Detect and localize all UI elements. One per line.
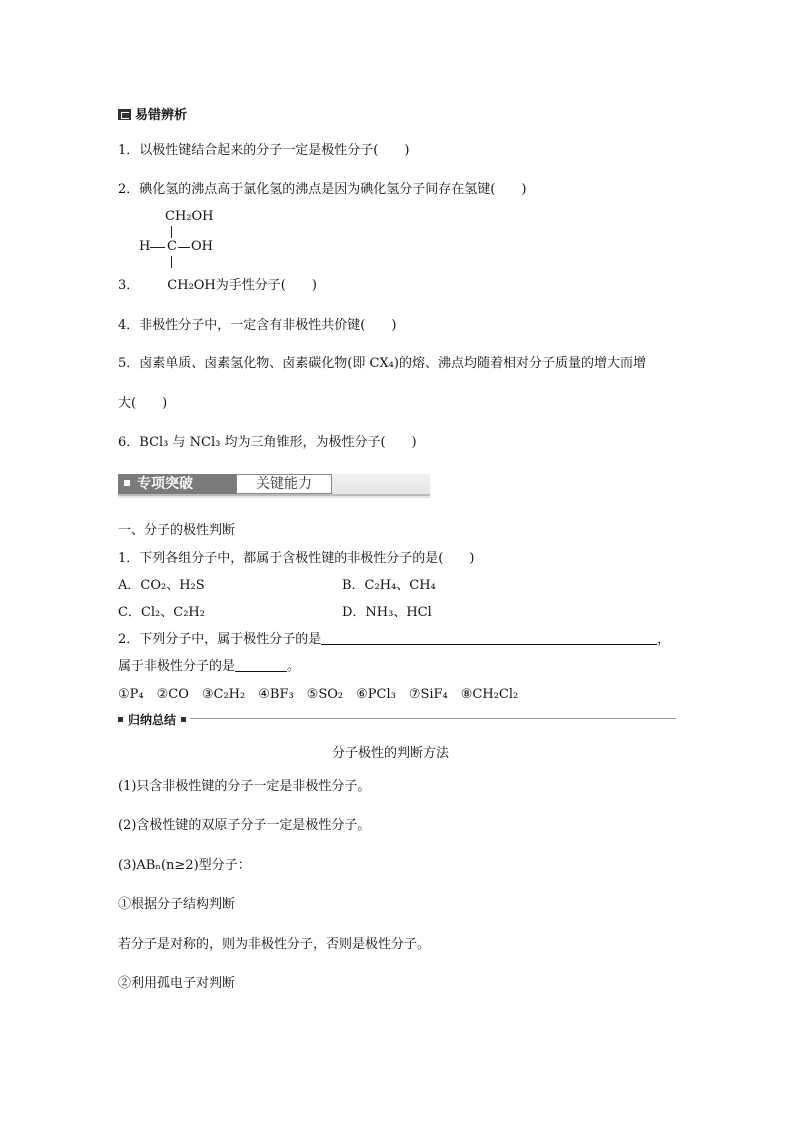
mol-oh: OH <box>191 239 213 254</box>
easy-q6: 6．BCl₃ 与 NCl₃ 均为三角锥形，为极性分子( ) <box>118 435 417 450</box>
mol-c: C <box>167 239 177 254</box>
summary-label: 归纳总结 <box>118 711 186 728</box>
section-banner <box>118 474 430 498</box>
section1-q1: 1．下列各组分子中，都属于含极性键的非极性分子的是( ) <box>118 551 475 566</box>
section1-q2: 2．下列分子中，属于极性分子的是 ， <box>118 632 671 647</box>
easy-q2: 2．碘化氢的沸点高于氯化氢的沸点是因为碘化氢分子间存在氢键( ) <box>118 182 527 197</box>
section1-q2-line2: 属于非极性分子的是 。 <box>118 659 301 674</box>
mol-bond-bottom <box>171 256 172 268</box>
option-c: C．Cl₂、C₂H₂ <box>118 605 205 620</box>
section-marker-icon <box>118 109 131 120</box>
option-d: D．NH₃、HCl <box>342 605 432 620</box>
section1-title: 一、分子的极性判断 <box>118 523 236 538</box>
option-b: B．C₂H₄、CH₄ <box>342 578 436 593</box>
rule-3: (3)ABₙ(n≥2)型分子： <box>118 858 251 873</box>
answer-blank-nonpolar[interactable] <box>235 659 287 672</box>
banner-underline <box>118 494 430 496</box>
mol-bond-left <box>150 247 165 248</box>
mol-bottom-group: CH₂OH <box>167 278 216 293</box>
easy-q5-line2: 大( ) <box>118 396 168 411</box>
rule-3b: ②利用孤电子对判断 <box>118 976 236 991</box>
mol-bond-right <box>178 247 190 248</box>
mol-h: H <box>139 239 151 254</box>
banner-special-breakthrough: 专项突破 <box>118 474 236 494</box>
rule-3a-text: 若分子是对称的，则为非极性分子，否则是极性分子。 <box>118 937 431 952</box>
mol-bond-top <box>171 226 172 238</box>
rule-3a: ①根据分子结构判断 <box>118 897 236 912</box>
summary-title: 分子极性的判断方法 <box>332 746 450 761</box>
easy-q5-line1: 5．卤素单质、卤素氢化物、卤素碳化物(即 CX₄)的熔、沸点均随着相对分子质量的增大而增 <box>118 356 646 371</box>
rule-2: (2)含极性键的双原子分子一定是极性分子。 <box>118 818 371 833</box>
mol-top-group: CH₂OH <box>165 209 214 224</box>
summary-divider <box>190 718 676 719</box>
banner-key-ability: 关键能力 <box>236 474 332 494</box>
rule-1: (1)只含非极性键的分子一定是非极性分子。 <box>118 779 371 794</box>
option-a: A．CO₂、H₂S <box>118 578 205 593</box>
easy-errors-heading: 易错辨析 <box>118 104 187 123</box>
section1-q2-items: ①P₄ ②CO ③C₂H₂ ④BF₃ ⑤SO₂ ⑥PCl₃ ⑦SiF₄ ⑧CH₂Cl₂ <box>118 687 519 702</box>
easy-q1: 1．以极性键结合起来的分子一定是极性分子( ) <box>118 143 410 158</box>
answer-blank-polar[interactable] <box>321 632 657 645</box>
easy-q3: 3． CH₂OH为手性分子( ) <box>118 278 317 293</box>
easy-q4: 4．非极性分子中，一定含有非极性共价键( ) <box>118 318 397 333</box>
